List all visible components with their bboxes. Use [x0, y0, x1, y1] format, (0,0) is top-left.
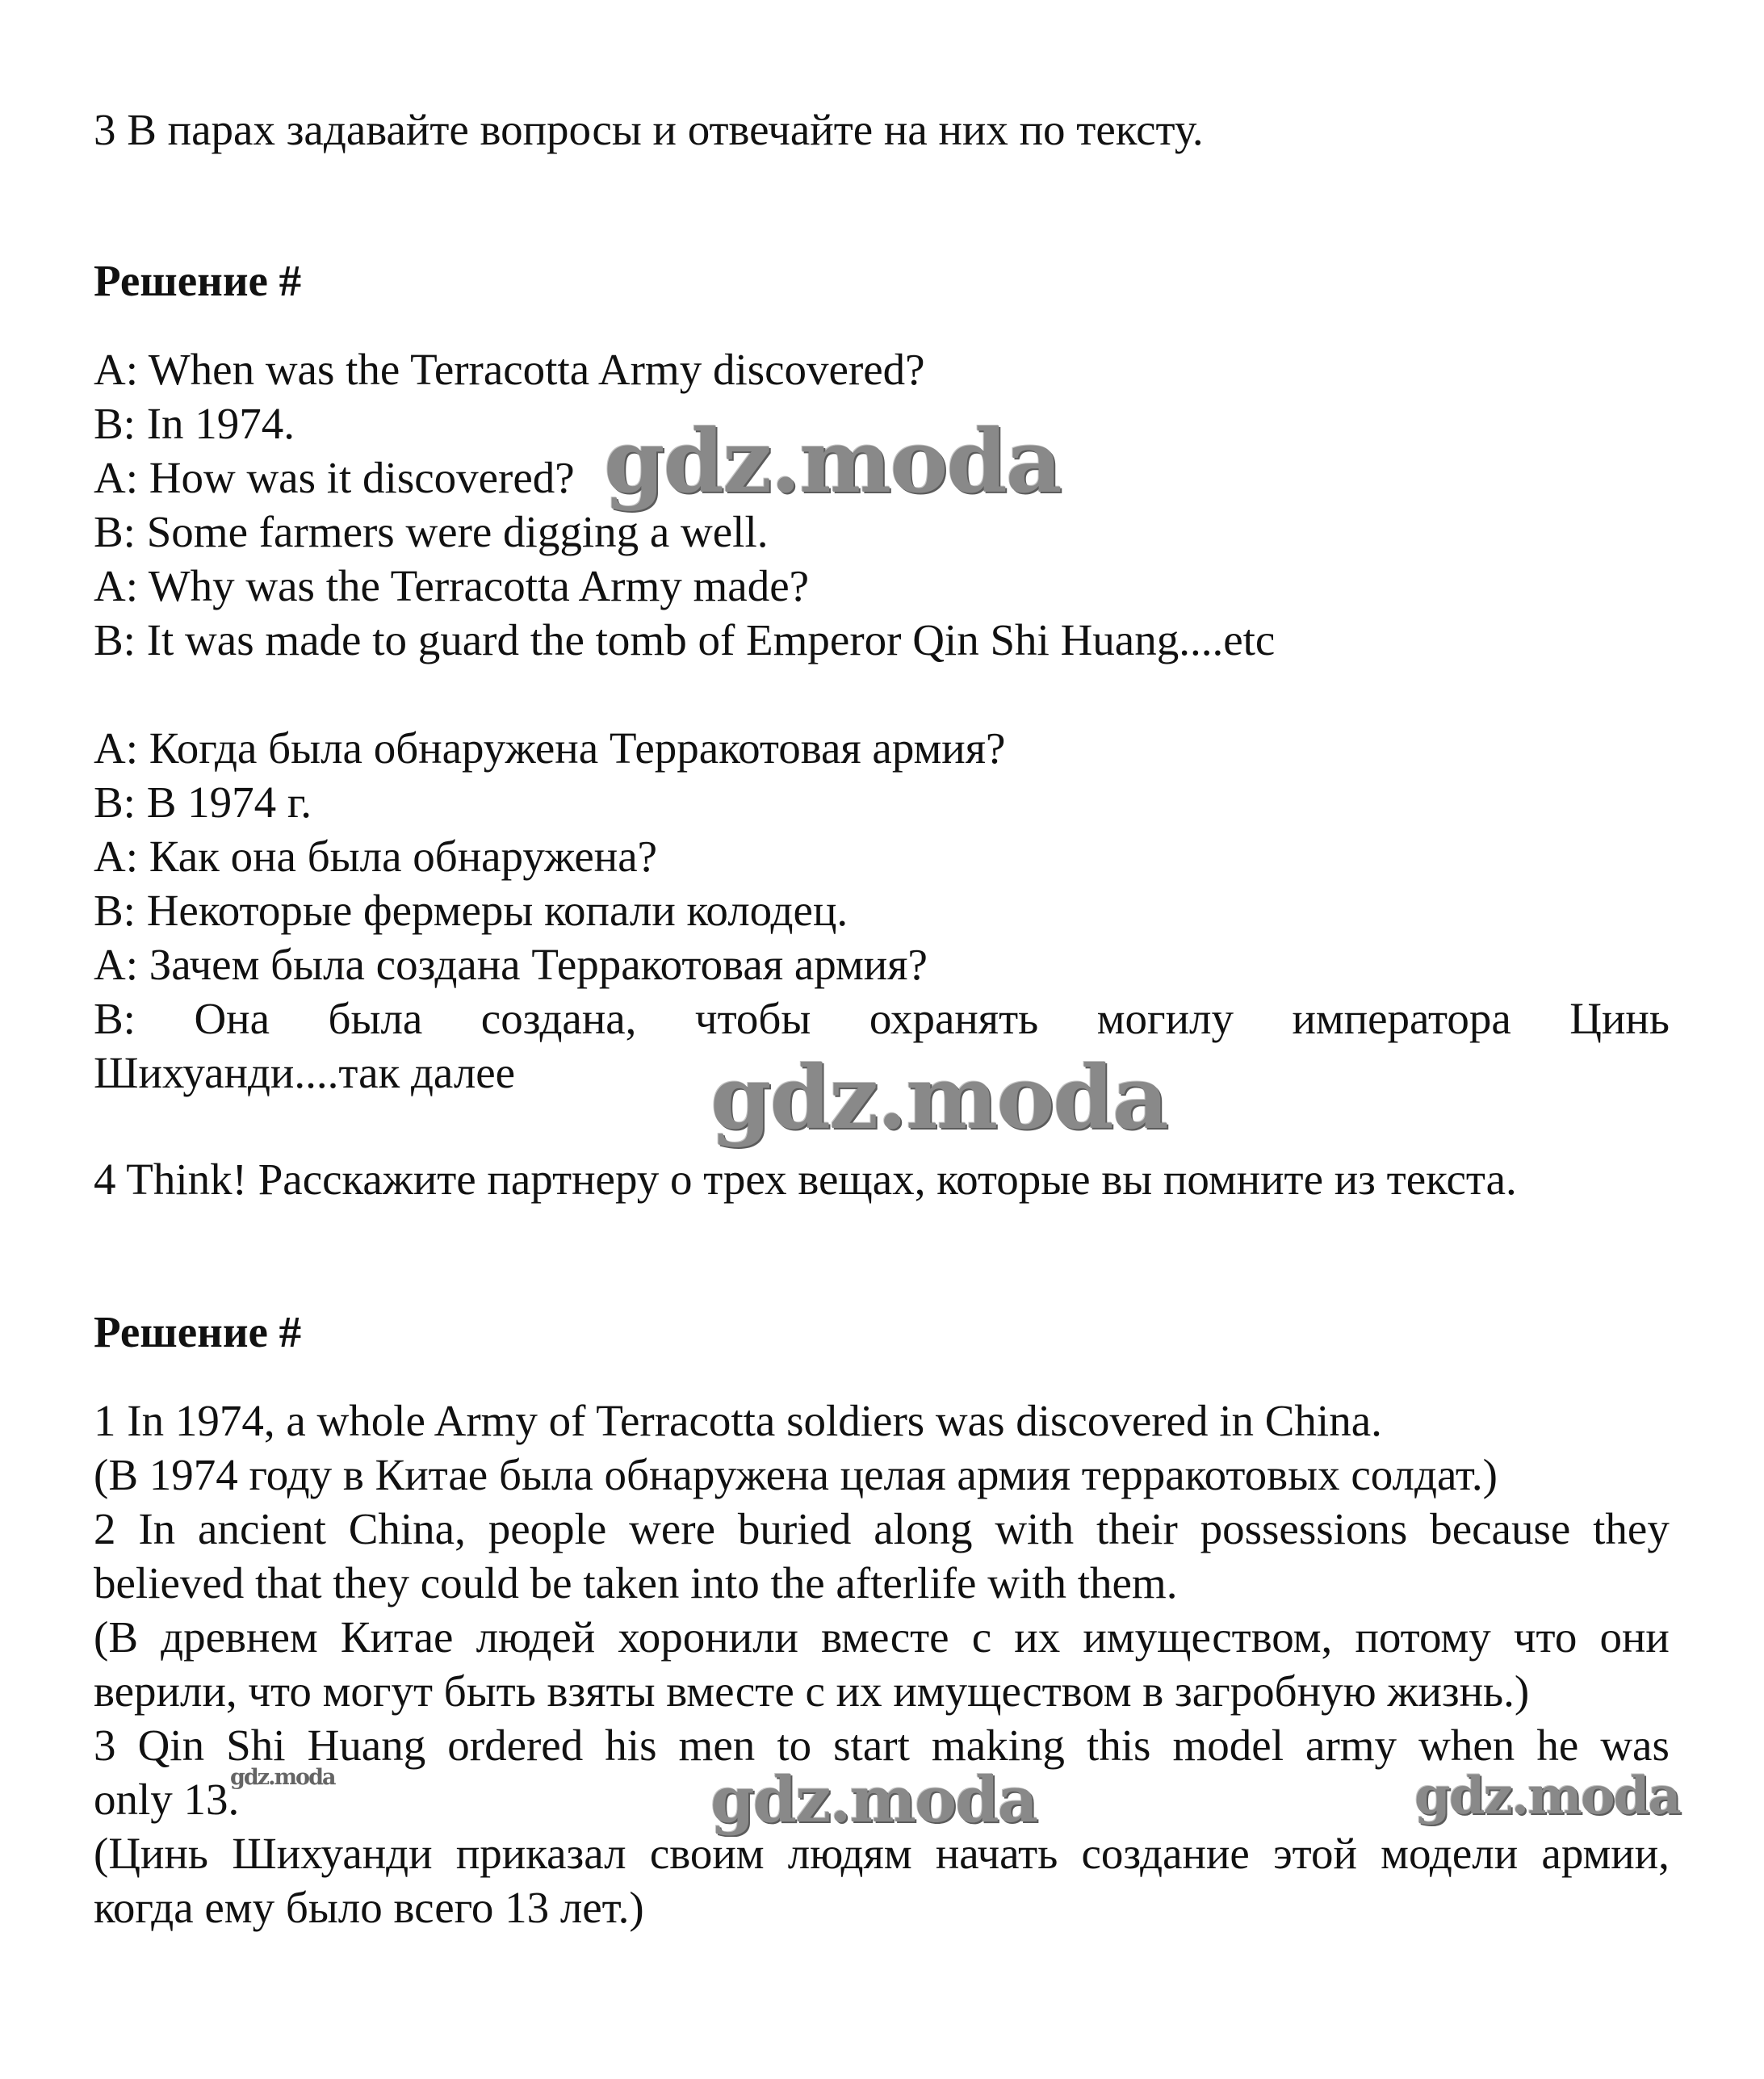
task-3-solution-label: Решение # [94, 256, 302, 305]
word: men [678, 1721, 756, 1770]
dialog-line-en: A: Why was the Terracotta Army made? [94, 561, 810, 610]
word: с [971, 1612, 992, 1662]
word: модели [1381, 1829, 1519, 1878]
answer-line: когда ему было всего 13 лет.) [94, 1883, 644, 1932]
answer-line: only 13. [94, 1775, 240, 1824]
dialog-line-en: B: Some farmers were digging a well. [94, 507, 769, 556]
word: Цинь [1569, 994, 1670, 1043]
word: B: [94, 994, 136, 1043]
dialog-line-ru-justified [94, 992, 1670, 1046]
word: along [874, 1504, 973, 1553]
word: создана, [480, 994, 637, 1043]
word: Она [194, 994, 270, 1043]
word: with [995, 1504, 1075, 1553]
word: древнем [161, 1612, 318, 1662]
dialog-line-en: B: In 1974. [94, 399, 295, 448]
word: Shi [226, 1721, 286, 1770]
word: start [833, 1721, 910, 1770]
word: his [605, 1721, 657, 1770]
word: вместе [821, 1612, 949, 1662]
dialog-line-ru: B: В 1974 г. [94, 778, 312, 827]
answer-line: верили, что могут быть взяты вместе с их имуществом в загробную жизнь.) [94, 1666, 1530, 1716]
answer-line-justified [94, 1611, 1670, 1664]
dialog-line-ru: Шихуанди....так далее [94, 1048, 516, 1097]
dialog-line-ru: A: Когда была обнаружена Терракотовая армия? [94, 723, 1006, 773]
word: охранять [869, 994, 1039, 1043]
word: 2 [94, 1504, 116, 1553]
word: была [328, 994, 423, 1043]
word: ordered [447, 1721, 584, 1770]
watermark-logo: gdz.moda [1414, 1766, 1680, 1826]
dialog-line-ru: B: Некоторые фермеры копали колодец. [94, 886, 848, 935]
answer-line: believed that they could be taken into the afterlife with them. [94, 1558, 1178, 1607]
word: when [1418, 1721, 1515, 1770]
word: making [931, 1721, 1065, 1770]
word: начать [935, 1829, 1058, 1878]
dialog-line-en: B: It was made to guard the tomb of Emperor Qin Shi Huang....etc [94, 615, 1276, 664]
word: 3 [94, 1721, 116, 1770]
word: чтобы [694, 994, 811, 1043]
answer-line: 1 In 1974, a whole Army of Terracotta soldiers was discovered in China. [94, 1396, 1382, 1445]
dialog-line-en: A: How was it discovered? [94, 453, 575, 502]
word: потому [1355, 1612, 1491, 1662]
word: имуществом, [1083, 1612, 1333, 1662]
word: хоронили [618, 1612, 798, 1662]
watermark-logo: gdz.moda [604, 411, 1061, 513]
word: to [777, 1721, 812, 1770]
word: создание [1081, 1829, 1250, 1878]
word: this [1086, 1721, 1151, 1770]
word: Qin [137, 1721, 205, 1770]
word: этой [1273, 1829, 1357, 1878]
word: army [1305, 1721, 1397, 1770]
word: their [1096, 1504, 1178, 1553]
answer-line: (В 1974 году в Китае была обнаружена целая армия терракотовых солдат.) [94, 1450, 1498, 1499]
watermark-logo: gdz.moda [710, 1047, 1167, 1149]
word: ancient [198, 1504, 326, 1553]
word: were [629, 1504, 716, 1553]
word: buried [737, 1504, 852, 1553]
dialog-line-ru: A: Зачем была создана Терракотовая армия? [94, 940, 928, 989]
word: их [1014, 1612, 1061, 1662]
word: армии, [1541, 1829, 1670, 1878]
word: они [1599, 1612, 1670, 1662]
word: Huang [307, 1721, 426, 1770]
word: people [488, 1504, 607, 1553]
word: людей [476, 1612, 596, 1662]
word: model [1172, 1721, 1284, 1770]
watermark-logo: gdz.moda [710, 1763, 1037, 1837]
task-4-solution-label: Решение # [94, 1307, 302, 1356]
word: In [138, 1504, 176, 1553]
word: he [1536, 1721, 1579, 1770]
word: своим [649, 1829, 765, 1878]
word: могилу [1096, 994, 1234, 1043]
task-4-title: 4 Think! Расскажите партнеру о трех вещах, которые вы помните из текста. [94, 1155, 1517, 1204]
word: because [1430, 1504, 1571, 1553]
word: приказал [455, 1829, 626, 1878]
word: (Цинь [94, 1829, 208, 1878]
dialog-line-ru: A: Как она была обнаружена? [94, 832, 658, 881]
dialog-line-en: A: When was the Terracotta Army discovered? [94, 345, 925, 394]
word: людям [787, 1829, 912, 1878]
task-3-title: 3 В парах задавайте вопросы и отвечайте на них по тексту. [94, 105, 1204, 154]
word: they [1593, 1504, 1670, 1553]
watermark-logo: gdz.moda [230, 1765, 335, 1790]
word: императора [1292, 994, 1511, 1043]
word: China, [348, 1504, 466, 1553]
answer-line-justified [94, 1503, 1670, 1556]
word: Китае [340, 1612, 454, 1662]
word: Шихуанди [232, 1829, 433, 1878]
word: was [1600, 1721, 1670, 1770]
word: possessions [1200, 1504, 1408, 1553]
word: (В [94, 1612, 138, 1662]
word: что [1513, 1612, 1578, 1662]
